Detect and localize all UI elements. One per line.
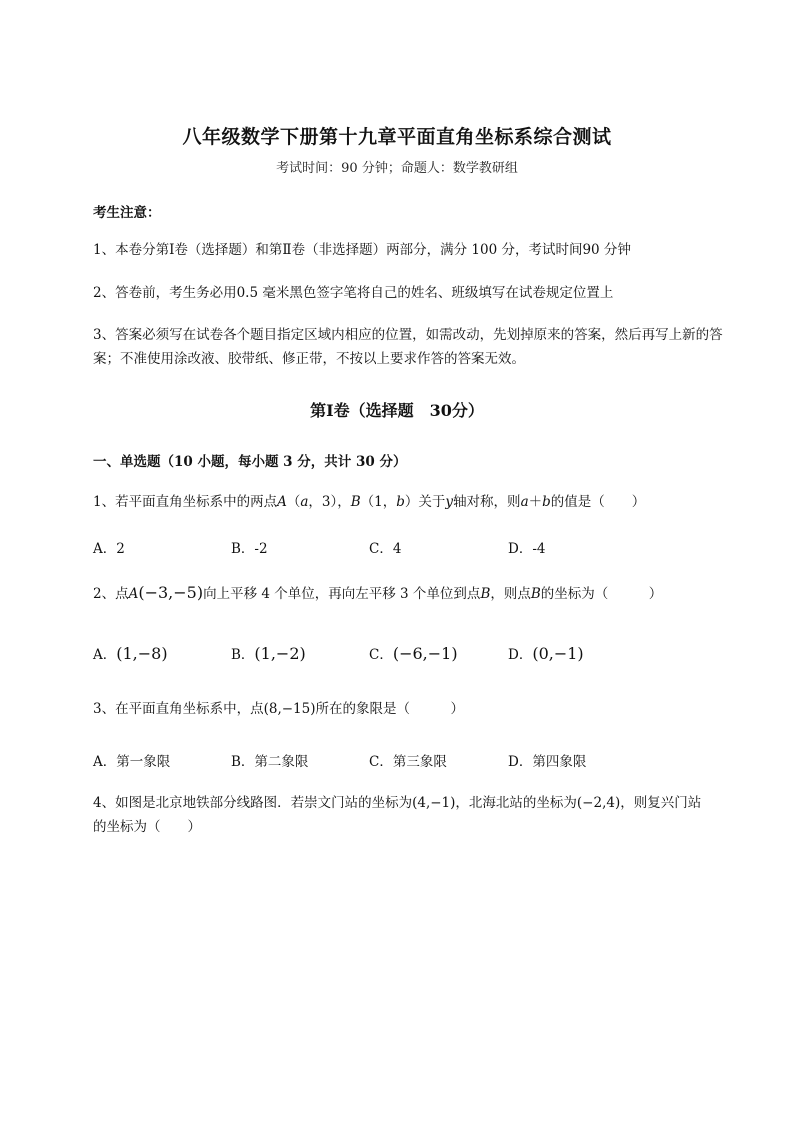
question-3-stem: 3、在平面直角坐标系中，点(8,−15)所在的象限是（ ） [93,701,464,717]
question-1-option-c: C．4 [369,541,402,557]
question-1-option-d: D．-4 [508,541,546,557]
question-3-option-c: C．第三象限 [369,754,447,770]
question-3-option-d: D．第四象限 [508,754,587,770]
page-title: 八年级数学下册第十九章平面直角坐标系综合测试 [182,126,612,148]
page-subtitle: 考试时间：90 分钟；命题人：数学教研组 [276,161,518,176]
notice-item-2: 2、答卷前，考生务必用0.5 毫米黑色签字笔将自己的姓名、班级填写在试卷规定位置上 [93,285,614,301]
question-2-option-a: A．(1,−8) [93,644,168,663]
notice-item-1: 1、本卷分第Ⅰ卷（选择题）和第Ⅱ卷（非选择题）两部分，满分 100 分，考试时间90 分钟 [93,242,631,258]
question-4-stem-line-2: 的坐标为（ ） [93,819,201,835]
question-3-option-a: A．第一象限 [93,754,171,770]
question-1-stem: 1、若平面直角坐标系中的两点A（a，3），B（1，b）关于y轴对称，则a＋b的值是（ ） [93,494,646,510]
notice-item-3: 3、答案必须写在试卷各个题目指定区域内相应的位置，如需改动，先划掉原来的答案，然后再写上新的答案；不准使用涂改液、胶带纸、修正带，不按以上要求作答的答案无效。 [93,327,723,367]
question-1-option-a: A．2 [93,541,125,557]
question-1-option-b: B．-2 [231,541,268,557]
question-2-option-d: D．(0,−1) [508,644,584,663]
question-2-option-c: C．(−6,−1) [369,644,458,663]
question-2-stem: 2、点A(−3,−5)向上平移 4 个单位，再向左平移 3 个单位到点B，则点B的坐标为（ ） [93,583,663,602]
notice-heading: 考生注意： [93,205,161,221]
question-4-stem-line-1: 4、如图是北京地铁部分线路图．若崇文门站的坐标为(4,−1)，北海北站的坐标为(−2,4)，则复兴门站 [93,795,702,811]
question-2-option-b: B．(1,−2) [231,644,306,663]
section-title: 第Ⅰ卷（选择题 30分） [310,401,484,420]
question-3-option-b: B．第二象限 [231,754,309,770]
part-heading: 一、单选题（10 小题，每小题 3 分，共计 30 分） [93,454,407,470]
